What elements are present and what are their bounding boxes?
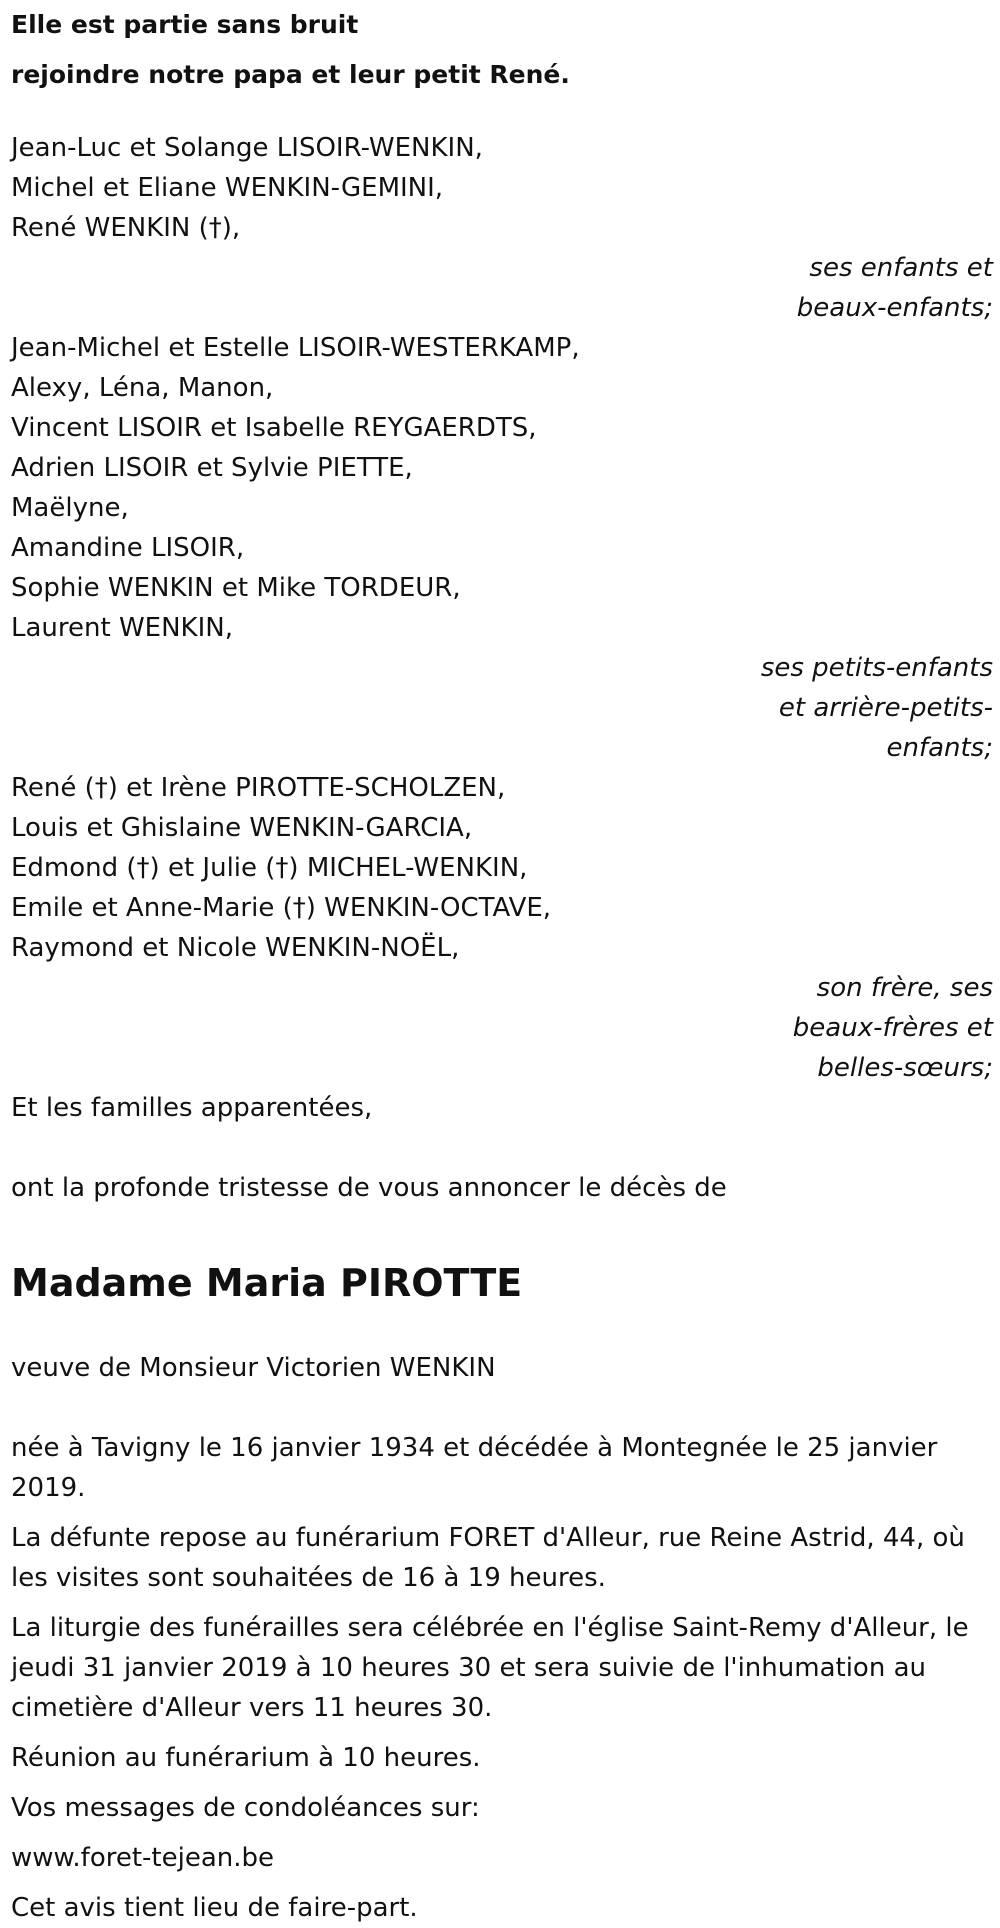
announcement-text: ont la profonde tristesse de vous annoncer le décès de: [11, 1173, 727, 1203]
role-line: ses enfants et: [809, 253, 993, 283]
family-name-line: Emile et Anne-Marie (†) WENKIN-OCTAVE,: [11, 893, 552, 923]
family-name-line: Jean-Michel et Estelle LISOIR-WESTERKAMP,: [11, 333, 580, 363]
family-name-line: Maëlyne,: [11, 493, 129, 523]
funeral-home-info: La défunte repose au funérarium FORET d'Alleur, rue Reine Astrid, 44, où les visites sont souhaitées de 16 à 19 heures.: [11, 1523, 965, 1593]
family-name-line: Edmond (†) et Julie (†) MICHEL-WENKIN,: [11, 853, 528, 883]
grandchildren-list: [11, 328, 993, 648]
role-line: belles-sœurs;: [817, 1053, 993, 1083]
children-list: [11, 128, 993, 248]
role-line: beaux-enfants;: [796, 293, 993, 323]
deceased-name: Madame Maria PIROTTE: [11, 1261, 523, 1305]
liturgy-info: La liturgie des funérailles sera célébrée en l'église Saint-Remy d'Alleur, le jeudi 31 janvier 2019 à 10 heures 30 et sera suivie de l'inhumation au cimetière d'Alleur vers 11 heures 30.: [11, 1613, 969, 1723]
family-name-line: Vincent LISOIR et Isabelle REYGAERDTS,: [11, 413, 537, 443]
widow-of: veuve de Monsieur Victorien WENKIN: [11, 1353, 496, 1383]
intro-line: Elle est partie sans bruit: [11, 10, 359, 39]
family-name-line: Amandine LISOIR,: [11, 533, 245, 563]
family-name-line: Laurent WENKIN,: [11, 613, 233, 643]
related-families: Et les familles apparentées,: [11, 1093, 373, 1123]
siblings-role: [11, 968, 993, 1088]
role-line: son frère, ses: [816, 973, 993, 1003]
family-name-line: Alexy, Léna, Manon,: [11, 373, 274, 403]
condolences-website: www.foret-tejean.be: [11, 1843, 275, 1873]
intro-line: rejoindre notre papa et leur petit René.: [11, 60, 570, 89]
role-line: enfants;: [886, 733, 993, 763]
intro-verse: [11, 0, 993, 100]
notice-footer: Cet avis tient lieu de faire-part.: [11, 1893, 418, 1923]
birth-death-info: née à Tavigny le 16 janvier 1934 et décédée à Montegnée le 25 janvier 2019.: [11, 1433, 938, 1503]
family-name-line: René (†) et Irène PIROTTE-SCHOLZEN,: [11, 773, 506, 803]
role-line: beaux-frères et: [792, 1013, 993, 1043]
family-name-line: Adrien LISOIR et Sylvie PIETTE,: [11, 453, 413, 483]
children-role: [11, 248, 993, 328]
family-name-line: Louis et Ghislaine WENKIN-GARCIA,: [11, 813, 473, 843]
siblings-list: [11, 768, 993, 968]
meeting-info: Réunion au funérarium à 10 heures.: [11, 1743, 481, 1773]
family-name-line: Jean-Luc et Solange LISOIR-WENKIN,: [11, 133, 483, 163]
role-line: ses petits-enfants: [760, 653, 993, 683]
family-name-line: Sophie WENKIN et Mike TORDEUR,: [11, 573, 461, 603]
condolences-label: Vos messages de condoléances sur:: [11, 1793, 480, 1823]
family-name-line: Raymond et Nicole WENKIN-NOËL,: [11, 933, 460, 963]
grandchildren-role: [11, 648, 993, 768]
obituary-content: [11, 0, 993, 1928]
family-name-line: René WENKIN (†),: [11, 213, 241, 243]
family-name-line: Michel et Eliane WENKIN-GEMINI,: [11, 173, 444, 203]
role-line: et arrière-petits-: [778, 693, 993, 723]
